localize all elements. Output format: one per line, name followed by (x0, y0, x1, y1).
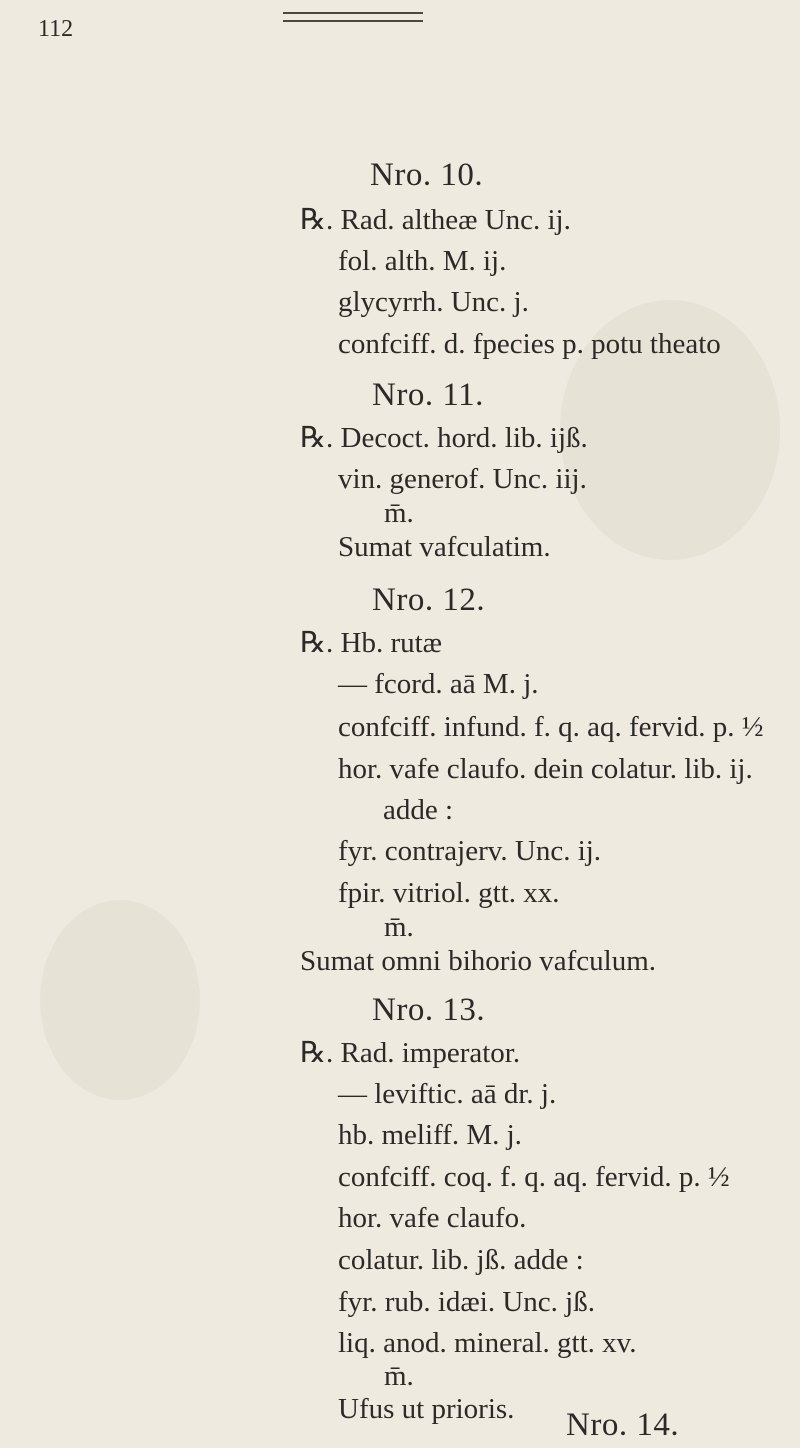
recipe-line: adde : (383, 794, 454, 826)
mix-mark: m̄. (384, 911, 414, 943)
recipe-line: fpir. vitriol. gtt. xx. (338, 877, 560, 909)
recipe-heading: Nro. 11. (372, 377, 484, 413)
recipe-line: fol. alth. M. ij. (338, 245, 507, 277)
recipe-line: Sumat vafculatim. (338, 531, 551, 563)
recipe-line: hor. vafe claufo. dein colatur. lib. ij. (338, 753, 753, 785)
recipe-line: hor. vafe claufo. (338, 1202, 527, 1234)
recipe-line: ℞. Rad. altheæ Unc. ij. (300, 204, 571, 236)
recipe-line: Sumat omni bihorio vafculum. (300, 945, 657, 977)
recipe-line: glycyrrh. Unc. j. (338, 286, 529, 318)
recipe-line: hb. meliff. M. j. (338, 1119, 522, 1151)
recipe-line: colatur. lib. jß. adde : (338, 1244, 584, 1276)
recipe-line: confciff. infund. f. q. aq. fervid. p. ½ (338, 711, 764, 743)
recipe-line: confciff. coq. f. q. aq. fervid. p. ½ (338, 1161, 730, 1193)
page-number: 112 (38, 16, 74, 42)
recipe-heading: Nro. 12. (372, 582, 486, 618)
recipe-line: vin. generof. Unc. iij. (338, 463, 587, 495)
header-rule (283, 12, 423, 22)
recipe-line: ℞. Hb. rutæ (300, 627, 442, 659)
recipe-line: confciff. d. fpecies p. potu theato (338, 328, 721, 360)
recipe-line: fyr. rub. idæi. Unc. jß. (338, 1286, 595, 1318)
mix-mark: m̄. (384, 497, 414, 529)
recipe-line: liq. anod. mineral. gtt. xv. (338, 1327, 637, 1359)
catchword: Nro. 14. (566, 1407, 680, 1443)
recipe-line: ℞. Rad. imperator. (300, 1037, 521, 1069)
recipe-line: — fcord. aā M. j. (338, 668, 539, 700)
mix-mark: m̄. (384, 1360, 414, 1392)
paper-stain (40, 900, 200, 1100)
recipe-line: ℞. Decoct. hord. lib. ijß. (300, 422, 588, 454)
recipe-heading: Nro. 10. (370, 157, 484, 193)
recipe-line: Ufus ut prioris. (338, 1393, 515, 1425)
recipe-line: fyr. contrajerv. Unc. ij. (338, 835, 602, 867)
recipe-line: — leviftic. aā dr. j. (338, 1078, 557, 1110)
recipe-heading: Nro. 13. (372, 992, 486, 1028)
